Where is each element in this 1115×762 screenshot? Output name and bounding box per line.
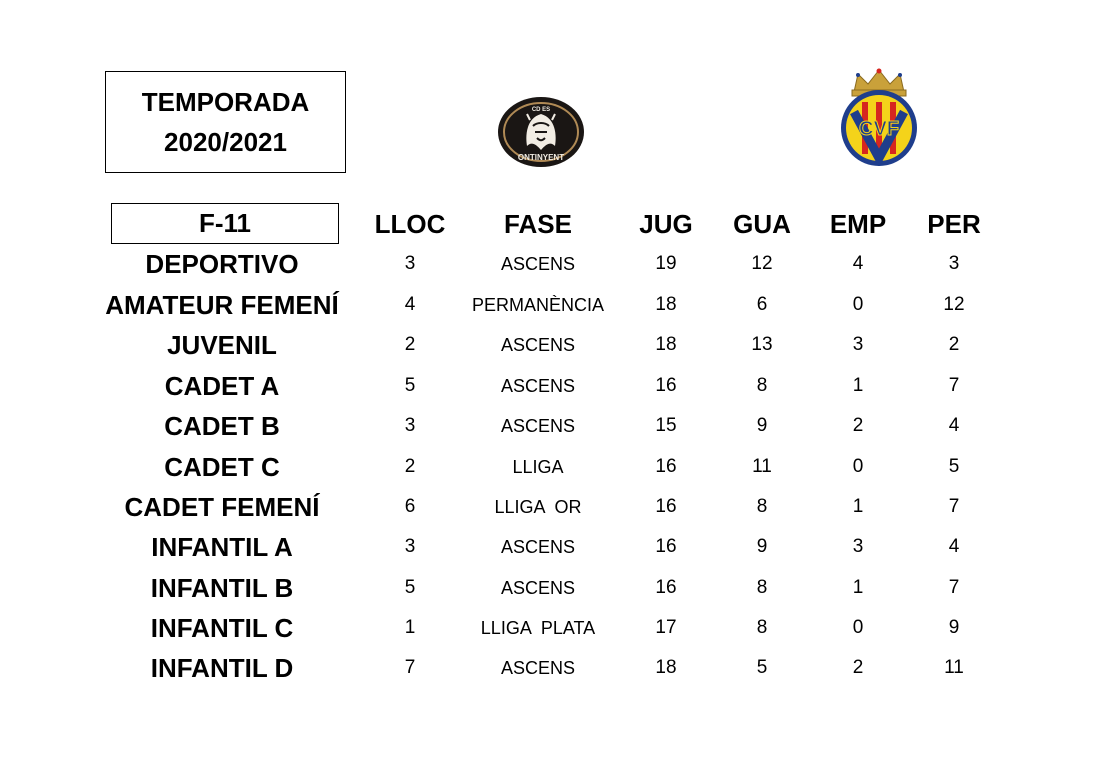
jug-value: 17 [655, 617, 677, 638]
team-name: CADET B [164, 411, 280, 441]
fase-value: ASCENS [500, 658, 576, 678]
gua-value: 8 [756, 496, 768, 517]
fase-value: LLIGA OR [494, 497, 582, 517]
table-row [0, 487, 1115, 527]
jug-value: 19 [655, 253, 677, 274]
table-row [0, 648, 1115, 688]
team-name: INFANTIL A [151, 532, 293, 562]
fase-value: PERMANÈNCIA [471, 295, 605, 315]
per-value: 11 [944, 657, 964, 678]
emp-value: 0 [852, 294, 864, 315]
column-header-emp: EMP [829, 209, 887, 239]
emp-value: 0 [852, 617, 864, 638]
table-row [0, 447, 1115, 487]
gua-value: 8 [756, 577, 768, 598]
team-name: INFANTIL C [150, 613, 294, 643]
category-header-label: F-11 [198, 208, 252, 238]
gua-value: 11 [752, 456, 772, 477]
fase-value: ASCENS [500, 376, 576, 396]
emp-value: 2 [852, 657, 864, 678]
per-value: 7 [948, 577, 960, 598]
gua-value: 8 [756, 617, 768, 638]
gua-value: 6 [756, 294, 768, 315]
per-value: 7 [948, 496, 960, 517]
table-row [0, 406, 1115, 446]
table-row [0, 325, 1115, 365]
season-title: TEMPORADA [141, 87, 310, 117]
jug-value: 15 [655, 415, 677, 436]
villarreal-logo [836, 66, 922, 166]
table-row [0, 568, 1115, 608]
emp-value: 4 [852, 253, 864, 274]
fase-value: ASCENS [500, 416, 576, 436]
fase-value: ASCENS [500, 254, 576, 274]
lloc-value: 3 [404, 253, 416, 274]
per-value: 3 [948, 253, 960, 274]
column-header-per: PER [927, 209, 981, 239]
table-row [0, 285, 1115, 325]
lloc-value: 2 [404, 334, 416, 355]
lloc-value: 4 [404, 294, 416, 315]
gua-value: 8 [756, 375, 768, 396]
lloc-value: 6 [404, 496, 416, 517]
gua-value: 13 [751, 334, 773, 355]
lloc-value: 1 [404, 617, 416, 638]
table-row [0, 527, 1115, 567]
team-name: INFANTIL B [150, 573, 294, 603]
ontinyent-logo [497, 96, 585, 168]
team-name: CADET FEMENÍ [124, 492, 320, 522]
gua-value: 5 [756, 657, 768, 678]
emp-value: 2 [852, 415, 864, 436]
team-name: CADET C [164, 452, 280, 482]
jug-value: 16 [655, 496, 677, 517]
per-value: 2 [948, 334, 960, 355]
per-value: 4 [948, 536, 960, 557]
table-row [0, 608, 1115, 648]
emp-value: 1 [852, 496, 864, 517]
lloc-value: 5 [404, 375, 416, 396]
season-years: 2020/2021 [164, 127, 287, 157]
per-value: 5 [948, 456, 960, 477]
fase-value: LLIGA [512, 457, 564, 477]
per-value: 7 [948, 375, 960, 396]
jug-value: 18 [655, 334, 677, 355]
jug-value: 16 [655, 456, 677, 477]
emp-value: 3 [852, 334, 864, 355]
team-name: JUVENIL [167, 330, 277, 360]
category-header [111, 203, 339, 244]
lloc-value: 3 [404, 415, 416, 436]
gua-value: 9 [756, 415, 768, 436]
emp-value: 3 [852, 536, 864, 557]
fase-value: ASCENS [500, 335, 576, 355]
per-value: 9 [948, 617, 960, 638]
emp-value: 1 [852, 375, 864, 396]
season-box [105, 71, 346, 173]
ontinyent-logo-top-text: CD ES [531, 107, 551, 113]
team-name: CADET A [164, 371, 280, 401]
lloc-value: 3 [404, 536, 416, 557]
column-header-gua: GUA [733, 209, 791, 239]
jug-value: 16 [655, 577, 677, 598]
jug-value: 18 [655, 657, 677, 678]
fase-value: LLIGA PLATA [480, 618, 596, 638]
jug-value: 16 [655, 375, 677, 396]
team-name: DEPORTIVO [145, 249, 299, 279]
gua-value: 12 [751, 253, 773, 274]
column-header-lloc: LLOC [374, 209, 446, 239]
emp-value: 1 [852, 577, 864, 598]
per-value: 12 [943, 294, 965, 315]
table-row [0, 366, 1115, 406]
lloc-value: 7 [404, 657, 416, 678]
ontinyent-logo-bottom-text: ONTINYENT [517, 153, 565, 162]
lloc-value: 2 [404, 456, 416, 477]
per-value: 4 [948, 415, 960, 436]
team-name: AMATEUR FEMENÍ [105, 290, 339, 320]
villarreal-logo-text: CVF [859, 118, 899, 140]
gua-value: 9 [756, 536, 768, 557]
column-header-fase: FASE [504, 209, 572, 239]
team-name: INFANTIL D [150, 653, 294, 683]
emp-value: 0 [852, 456, 864, 477]
lloc-value: 5 [404, 577, 416, 598]
table-row [0, 244, 1115, 284]
jug-value: 16 [655, 536, 677, 557]
fase-value: ASCENS [500, 537, 576, 557]
column-header-jug: JUG [639, 209, 693, 239]
jug-value: 18 [655, 294, 677, 315]
fase-value: ASCENS [500, 578, 576, 598]
